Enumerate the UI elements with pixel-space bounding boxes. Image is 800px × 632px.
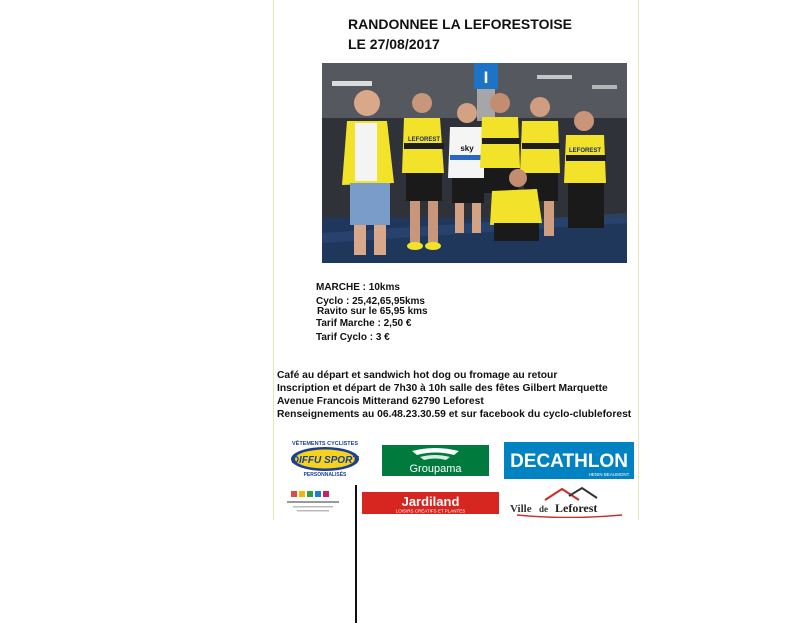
detail-address: Avenue Francois Mitterand 62790 Leforest [277, 396, 484, 407]
jardiland-logo [362, 492, 499, 514]
vertical-divider-line [355, 485, 357, 623]
groupama-logo [382, 445, 489, 476]
tarif-marche: Tarif Marche : 2,50 € [316, 318, 412, 329]
jardiland-logo-graphic [362, 492, 499, 514]
svg-text:sky: sky [460, 144, 474, 153]
ville-de-leforest-graphic [507, 486, 633, 518]
svg-text:I: I [483, 68, 489, 87]
event-title [348, 14, 572, 54]
svg-text:HENIN BEAUMONT: HENIN BEAUMONT [588, 472, 630, 477]
decathlon-logo [504, 442, 634, 479]
decathlon-logo-graphic [504, 442, 634, 479]
detail-contact: Renseignements au 06.48.23.30.59 et sur facebook du cyclo-clubleforest [277, 409, 632, 420]
svg-text:PERSONNALISÉS: PERSONNALISÉS [303, 472, 347, 478]
svg-text:LEFOREST: LEFOREST [407, 137, 441, 143]
tarif-cyclo: Tarif Cyclo : 3 € [316, 332, 390, 343]
small-sponsor-logo [283, 488, 343, 516]
group-photo [322, 63, 627, 263]
cyclo-distances: Cyclo : 25,42,65,95kms [316, 296, 425, 307]
svg-text:Jardiland: Jardiland [401, 494, 460, 509]
svg-text:DIFFU SPORT: DIFFU SPORT [291, 455, 359, 466]
svg-text:Leforest: Leforest [555, 501, 598, 515]
detail-inscription: Inscription et départ de 7h30 à 10h salle des fêtes Gilbert Marquette [277, 383, 608, 394]
svg-text:VÊTEMENTS CYCLISTES: VÊTEMENTS CYCLISTES [291, 441, 359, 447]
detail-cafe: Café au départ et sandwich hot dog ou fromage au retour [277, 370, 558, 381]
event-details [277, 369, 631, 421]
svg-text:DECATHLON: DECATHLON [510, 451, 628, 472]
svg-text:LOISIRS CRÉATIFS ET PLANTES: LOISIRS CRÉATIFS ET PLANTES [395, 508, 466, 514]
diffu-sport-logo [284, 438, 366, 478]
small-sponsor-graphic [283, 488, 343, 516]
ville-de-leforest-logo [507, 486, 633, 518]
diffu-sport-logo-graphic [284, 438, 366, 478]
svg-text:Groupama: Groupama [409, 463, 462, 475]
event-date: LE 27/08/2017 [348, 36, 440, 52]
svg-text:Ville: Ville [510, 503, 532, 515]
groupama-logo-graphic [382, 445, 489, 476]
svg-text:de: de [539, 504, 548, 514]
cyclists-photo-illustration [322, 63, 627, 263]
ravito-info: Ravito sur le 65,95 kms [317, 306, 428, 317]
event-title-line1: RANDONNEE LA LEFORESTOISE [348, 16, 573, 32]
marche-distance: MARCHE : 10kms [316, 282, 400, 293]
svg-text:LEFOREST: LEFOREST [568, 148, 602, 154]
